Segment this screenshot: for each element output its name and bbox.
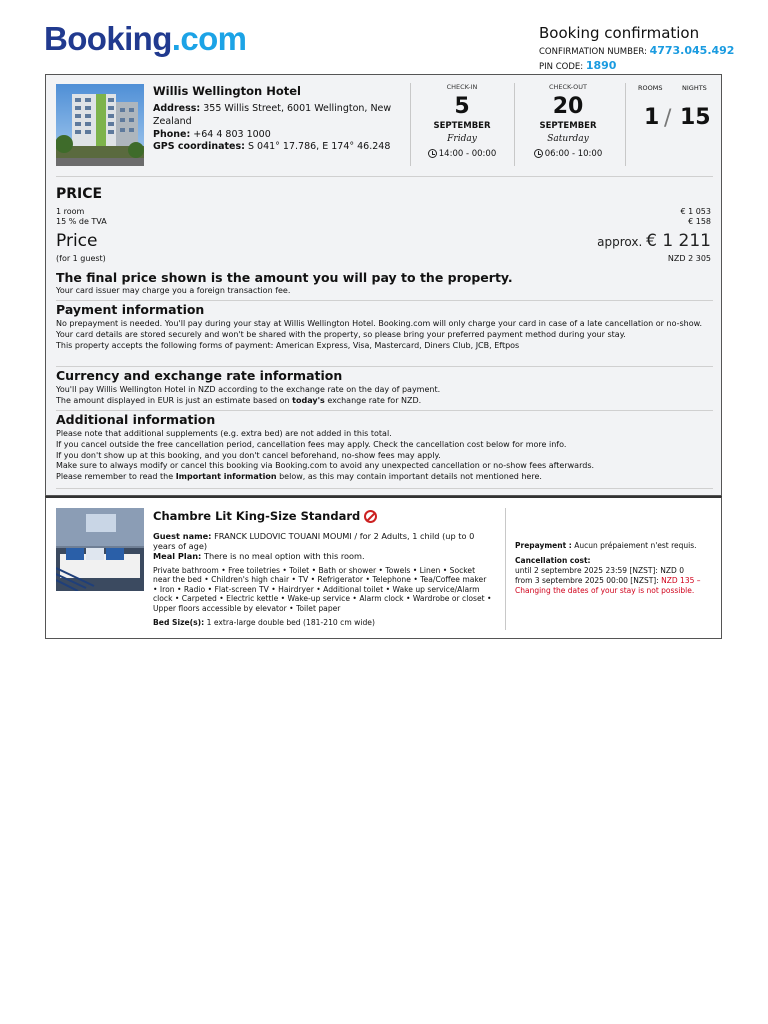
room-name bbox=[153, 509, 377, 523]
currency-line: You'll pay Willis Wellington Hotel in NZD according to the exchange rate on the day of payment. bbox=[56, 385, 441, 394]
pin-line bbox=[539, 59, 734, 72]
divider bbox=[514, 83, 515, 166]
gps-label: GPS coordinates: bbox=[153, 141, 245, 153]
rooms-label: ROOMS bbox=[638, 84, 663, 92]
phone-label: Phone: bbox=[153, 128, 191, 140]
cancellation-label: Cancellation cost: bbox=[515, 556, 591, 565]
meal-plan-label: Meal Plan: bbox=[153, 551, 202, 562]
bed-size-label: Bed Size(s): bbox=[153, 617, 205, 627]
total-price-value: € 1 211 bbox=[646, 231, 711, 251]
cancellation-line2-text: from 3 septembre 2025 00:00 [NZST]: bbox=[515, 576, 662, 585]
cancellation-line bbox=[515, 576, 715, 596]
address-value: 355 Willis Street, 6001 Wellington, New Zealand bbox=[153, 103, 392, 127]
issuer-note: Your card issuer may charge you a foreign transaction fee. bbox=[56, 286, 291, 295]
checkin-time bbox=[412, 149, 512, 159]
room-details-panel bbox=[45, 496, 722, 639]
tax-label: 15 % de TVA bbox=[56, 217, 107, 226]
address-label: Address: bbox=[153, 103, 201, 114]
cancellation-cost bbox=[515, 556, 715, 596]
hotel-photo bbox=[56, 84, 144, 166]
nights-label: NIGHTS bbox=[682, 84, 707, 92]
checkin-time-value: 14:00 - 00:00 bbox=[438, 149, 497, 159]
divider bbox=[56, 366, 713, 367]
additional-line: If you cancel outside the free cancellation period, cancellation fees may apply. Check the cancellation cost below for more info. bbox=[56, 439, 567, 449]
additional-heading: Additional information bbox=[56, 412, 216, 427]
phone-value: +64 4 803 1000 bbox=[193, 128, 271, 140]
logo-part-com: .com bbox=[171, 20, 247, 57]
payment-heading: Payment information bbox=[56, 302, 205, 317]
confirmation-title: Booking confirmation bbox=[539, 24, 700, 42]
additional-line5-start: Please remember to read the bbox=[56, 472, 176, 482]
pin-code: 1890 bbox=[585, 59, 617, 72]
divider bbox=[56, 176, 713, 177]
confirmation-header bbox=[539, 24, 734, 72]
checkin-block bbox=[412, 83, 512, 159]
nzd-price: NZD 2 305 bbox=[667, 254, 711, 263]
pin-label: PIN CODE: bbox=[539, 62, 584, 72]
payment-line: This property accepts the following forms of payment: American Express, Visa, Mastercard, Diners Club, JCB, Eftpos bbox=[56, 340, 520, 350]
bed-size-value: 1 extra-large double bed (181-210 cm wide) bbox=[206, 617, 375, 627]
meal-plan bbox=[153, 551, 493, 561]
approx-label: approx. bbox=[597, 235, 643, 249]
additional-line: If you don't show up at this booking, and you don't cancel beforehand, no-show fees may apply. bbox=[56, 450, 441, 460]
prepayment bbox=[515, 541, 715, 551]
guest-name bbox=[153, 531, 493, 551]
bed-size bbox=[153, 618, 493, 628]
currency-line2-end: exchange rate for NZD. bbox=[324, 395, 422, 405]
divider bbox=[625, 83, 626, 166]
checkout-day: 20 bbox=[552, 94, 584, 119]
room-count-label: 1 room bbox=[56, 207, 85, 216]
checkin-month: SEPTEMBER bbox=[433, 121, 491, 131]
divider bbox=[410, 83, 411, 166]
no-smoking-icon bbox=[364, 510, 377, 523]
additional-line bbox=[56, 472, 713, 483]
final-price-note: The final price shown is the amount you will pay to the property. bbox=[56, 270, 513, 285]
hotel-gps bbox=[153, 141, 408, 154]
clock-icon bbox=[428, 149, 437, 158]
important-information-text: Important information bbox=[175, 472, 277, 482]
rooms-count: 1 bbox=[644, 105, 660, 130]
room-info bbox=[153, 531, 493, 628]
additional-line5-end: below, as this may contain important details not mentioned here. bbox=[276, 472, 542, 482]
additional-line: Please note that additional supplements (e.g. extra bed) are not added in this total. bbox=[56, 429, 392, 438]
currency-line bbox=[56, 396, 713, 407]
checkin-label: CHECK-IN bbox=[446, 83, 478, 91]
nights-count: 15 bbox=[680, 105, 711, 130]
booking-logo bbox=[44, 20, 246, 58]
checkout-label: CHECK-OUT bbox=[548, 83, 588, 91]
total-price bbox=[597, 231, 711, 251]
clock-icon bbox=[534, 149, 543, 158]
cancellation-line: until 2 septembre 2025 23:59 [NZST]: NZD 0 bbox=[515, 566, 684, 575]
room-price: € 1 053 bbox=[680, 207, 711, 216]
currency-line2-start: The amount displayed in EUR is just an estimate based on bbox=[56, 395, 293, 405]
payment-line: Your card details are stored securely and won't be shared with the property, so please bring your preferred payment method during your stay. bbox=[56, 329, 626, 339]
divider bbox=[56, 410, 713, 411]
checkout-time-value: 06:00 - 10:00 bbox=[544, 149, 603, 159]
hotel-address bbox=[153, 103, 408, 129]
room-amenities: Private bathroom • Free toiletries • Toilet • Bath or shower • Towels • Linen • Socket near the bed • Children's high chair • TV • Refrigerator • Telephone • Tea/Coffee maker • Iron • Radio • Flat-screen TV • Hairdryer • Additional toilet • Wake up service/Alarm clock • Carpeted • Electric kettle • Wake-up service • Alarm clock • Wardrobe or closet • Upper floors accessible by elevator • Toilet paper bbox=[153, 565, 492, 613]
checkout-month: SEPTEMBER bbox=[539, 121, 597, 131]
room-name-text: Chambre Lit King-Size Standard bbox=[153, 509, 361, 523]
confirmation-number-label: CONFIRMATION NUMBER: bbox=[539, 47, 647, 57]
prepayment-value: Aucun prépaiement n'est requis. bbox=[574, 541, 697, 550]
prepayment-label: Prepayment : bbox=[515, 541, 572, 550]
additional-line: Make sure to always modify or cancel this booking via Booking.com to avoid any unexpected cancellation or no-show fees afterwards. bbox=[56, 461, 595, 471]
meal-plan-value: There is no meal option with this room. bbox=[203, 551, 365, 562]
checkout-time bbox=[516, 149, 620, 159]
price-label: Price bbox=[56, 231, 98, 251]
divider bbox=[56, 488, 713, 489]
checkin-weekday: Friday bbox=[447, 134, 477, 144]
checkout-block bbox=[516, 83, 620, 159]
checkout-weekday: Saturday bbox=[547, 134, 589, 144]
hotel-phone bbox=[153, 129, 408, 142]
guest-count: (for 1 guest) bbox=[56, 254, 106, 263]
currency-text bbox=[56, 385, 713, 407]
price-heading: PRICE bbox=[56, 186, 103, 202]
rooms-nights-slash: / bbox=[664, 106, 672, 131]
guest-name-value: FRANCK LUDOVIC TOUANI MOUMI / for 2 Adults, 1 child (up to 0 years of age) bbox=[153, 531, 475, 552]
currency-line2-bold: today's bbox=[292, 395, 325, 405]
additional-text bbox=[56, 429, 713, 483]
confirmation-number-line bbox=[539, 44, 734, 57]
logo-part-booking: Booking bbox=[44, 20, 172, 57]
checkin-day: 5 bbox=[454, 94, 470, 119]
room-policies bbox=[515, 541, 715, 596]
hotel-name: Willis Wellington Hotel bbox=[153, 84, 301, 98]
currency-heading: Currency and exchange rate information bbox=[56, 368, 343, 383]
divider bbox=[56, 300, 713, 301]
payment-text bbox=[56, 319, 713, 351]
confirmation-number: 4773.045.492 bbox=[649, 44, 735, 57]
payment-line: No prepayment is needed. You'll pay during your stay at Willis Wellington Hotel. Booking.com will only charge your card in case of a late cancellation or no-show. bbox=[56, 319, 702, 328]
tax-value: € 158 bbox=[688, 217, 711, 226]
hotel-details bbox=[153, 103, 408, 154]
room-photo bbox=[56, 508, 144, 591]
booking-summary-panel bbox=[45, 74, 722, 496]
guest-name-label: Guest name: bbox=[153, 531, 212, 541]
divider bbox=[505, 508, 506, 630]
gps-value: S 041° 17.786, E 174° 46.248 bbox=[247, 141, 391, 153]
cancellation-fee: NZD 135 – Changing the dates of your stay is not possible. bbox=[515, 576, 701, 595]
